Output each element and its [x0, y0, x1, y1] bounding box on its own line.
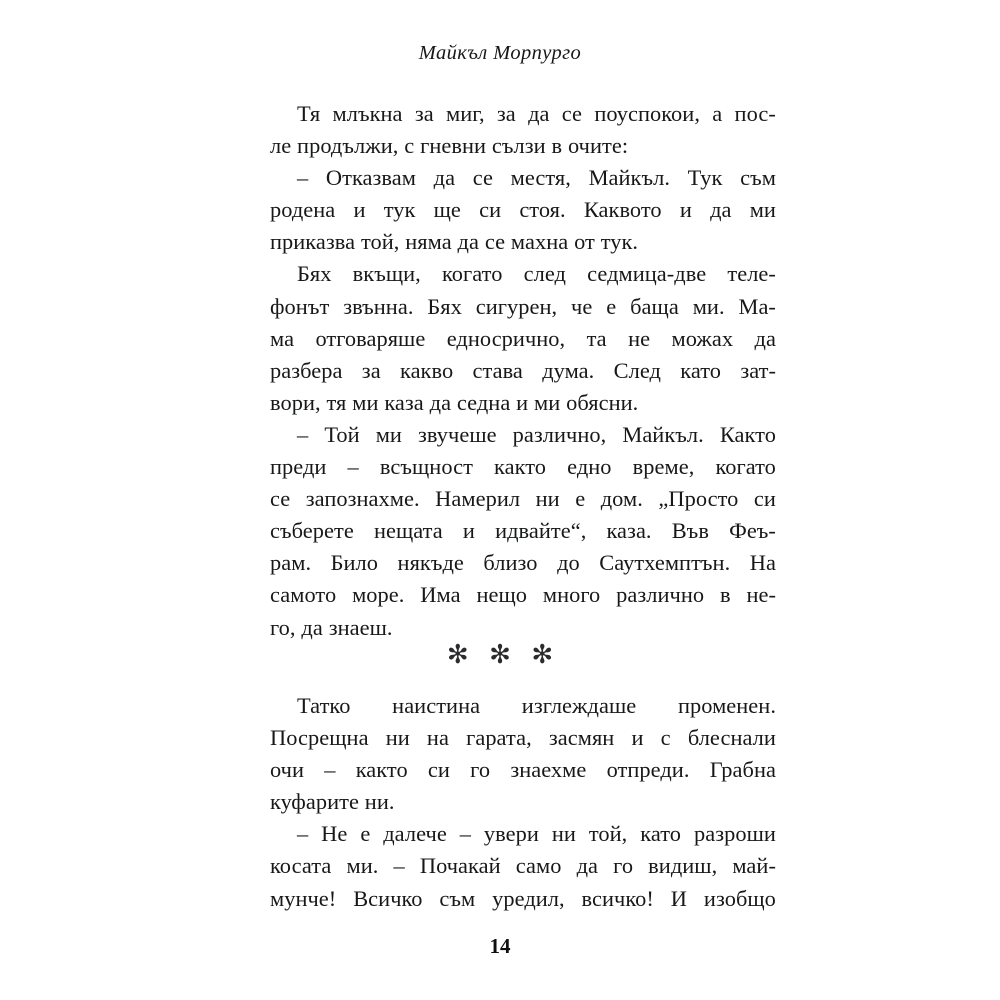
word: едно	[567, 454, 612, 480]
word: се	[472, 165, 493, 191]
word: и	[679, 197, 692, 223]
word: очи	[270, 757, 305, 783]
word: разроши	[693, 821, 776, 847]
word: фонът	[270, 293, 330, 319]
word: Ма-	[738, 293, 776, 319]
text-line	[270, 690, 776, 722]
word: и	[631, 725, 644, 751]
word: „Просто	[658, 486, 739, 512]
text-line	[270, 451, 776, 483]
word: ще	[433, 197, 461, 223]
word: Във	[671, 518, 709, 544]
word: баща	[630, 293, 679, 319]
word: родена	[270, 197, 336, 223]
word: когато	[715, 454, 776, 480]
word: –	[297, 165, 309, 191]
word: самото	[270, 582, 337, 608]
word: Каквото	[583, 197, 662, 223]
word: едносрично,	[446, 325, 566, 351]
word: поуспокои,	[594, 101, 700, 126]
word: е	[360, 821, 371, 847]
word: в	[719, 582, 731, 608]
text-line: приказва той, няма да се махна от тук.	[270, 229, 639, 255]
word: както	[355, 757, 408, 783]
text-line	[270, 355, 776, 387]
word: та	[586, 325, 607, 351]
text-line	[270, 754, 776, 786]
paragraph	[270, 258, 776, 418]
word: Отказвам	[325, 165, 416, 191]
word: ни	[385, 725, 410, 751]
word: да	[433, 165, 456, 191]
text-line	[270, 98, 776, 130]
word: косата	[270, 853, 332, 879]
scene-break-asterisks: ✻ ✻ ✻	[446, 640, 561, 669]
word: Феъ-	[729, 518, 776, 544]
word: След	[613, 357, 661, 383]
word: разбера	[270, 357, 343, 383]
word: а	[712, 101, 723, 126]
word: млъкна	[332, 101, 403, 126]
page-number: 14	[489, 934, 511, 958]
word: звънна.	[343, 293, 414, 319]
word: Било	[330, 550, 379, 576]
word: да	[754, 325, 776, 351]
text-line	[270, 194, 776, 226]
word: за	[496, 101, 516, 126]
paragraph	[270, 162, 776, 258]
word: На	[749, 550, 776, 576]
word: като	[680, 357, 722, 383]
word: променен.	[677, 693, 776, 718]
word: пос-	[734, 101, 776, 126]
word: за	[414, 101, 434, 126]
word: всичко!	[581, 885, 654, 911]
word: отпреди.	[606, 757, 690, 783]
word: някъде	[397, 550, 464, 576]
word: дума.	[542, 357, 595, 383]
word: ми.	[692, 293, 725, 319]
word: изглеждаше	[521, 693, 637, 718]
word: седмица-две	[587, 261, 707, 287]
word: е	[575, 486, 586, 512]
word: ми	[375, 421, 402, 447]
word: става	[472, 357, 523, 383]
word: стоя.	[519, 197, 566, 223]
word: различно	[616, 582, 705, 608]
text-line	[270, 579, 776, 611]
word: наистина	[392, 693, 481, 718]
word: го	[470, 757, 491, 783]
word: знаехме	[510, 757, 587, 783]
word: ма	[270, 325, 295, 351]
word: различно,	[512, 421, 607, 447]
word: звучеше	[418, 421, 497, 447]
text-line	[270, 258, 776, 290]
word: се	[270, 486, 291, 512]
word: Тя	[297, 101, 321, 126]
text-line	[270, 883, 776, 915]
word: с	[660, 725, 671, 751]
word: зат-	[740, 357, 776, 383]
word: се	[561, 101, 583, 126]
word: блеснали	[687, 725, 776, 751]
word: запознахме.	[305, 486, 420, 512]
word: идвайте“,	[495, 518, 587, 544]
text-line	[270, 818, 776, 850]
word: ни	[551, 821, 576, 847]
word: Майкъл.	[622, 421, 704, 447]
text-line	[270, 162, 776, 194]
text-line	[270, 515, 776, 547]
word: само	[515, 853, 562, 879]
word: време,	[632, 454, 695, 480]
word: Намерил	[435, 486, 521, 512]
word: май-	[732, 853, 776, 879]
word: Саутхемптън.	[599, 550, 731, 576]
word: си	[427, 757, 450, 783]
word: както	[494, 454, 547, 480]
body-text-block-lower	[270, 690, 776, 915]
word: е	[606, 293, 617, 319]
word: море.	[352, 582, 405, 608]
word: далече	[383, 821, 447, 847]
paragraph	[270, 690, 776, 818]
word: Бях	[427, 293, 462, 319]
word: Майкъл.	[588, 165, 670, 191]
word: Не	[321, 821, 348, 847]
word: си	[479, 197, 502, 223]
word: Всичко	[353, 885, 423, 911]
text-line	[270, 323, 776, 355]
word: на	[426, 725, 449, 751]
word: за	[361, 357, 381, 383]
word: –	[324, 757, 336, 783]
text-line: куфарите ни.	[270, 789, 395, 815]
text-line	[270, 291, 776, 323]
word: до	[557, 550, 580, 576]
paragraph	[270, 818, 776, 914]
word: преди	[270, 454, 327, 480]
text-line	[270, 419, 776, 451]
word: можах	[671, 325, 734, 351]
word: че	[571, 293, 593, 319]
word: –	[459, 821, 471, 847]
text-line: вори, тя ми каза да седна и ми обясни.	[270, 389, 639, 415]
word: си	[753, 486, 776, 512]
word: мунче!	[270, 885, 337, 911]
word: изобщо	[703, 885, 776, 911]
word: ми.	[346, 853, 379, 879]
word: засмян	[548, 725, 615, 751]
word: Почакай	[419, 853, 501, 879]
word: рам.	[270, 550, 312, 576]
word: да	[528, 101, 550, 126]
word: да	[576, 853, 599, 879]
word: Грабна	[709, 757, 776, 783]
word: той,	[588, 821, 628, 847]
word: нещо	[476, 582, 527, 608]
word: какво	[399, 357, 454, 383]
word: след	[523, 261, 566, 287]
word: и	[353, 197, 366, 223]
word: го	[613, 853, 634, 879]
word: много	[542, 582, 601, 608]
word: –	[347, 454, 359, 480]
text-line	[270, 850, 776, 882]
body-text-block-upper	[270, 98, 776, 644]
paragraph	[270, 98, 776, 162]
text-line	[270, 547, 776, 579]
word: не	[628, 325, 651, 351]
text-line: ле продължи, с гневни сълзи в очите:	[270, 133, 629, 159]
word: дом.	[600, 486, 643, 512]
word: И	[670, 885, 688, 911]
word: сигурен,	[475, 293, 558, 319]
word: теле-	[727, 261, 776, 287]
word: –	[393, 853, 405, 879]
word: всъщност	[379, 454, 473, 480]
word: уредил,	[492, 885, 565, 911]
word: близо	[483, 550, 538, 576]
word: гарата,	[466, 725, 532, 751]
word: съм	[740, 165, 776, 191]
word: Има	[420, 582, 461, 608]
word: като	[640, 821, 682, 847]
text-line	[270, 722, 776, 754]
text-line: го, да знаеш.	[270, 614, 393, 640]
word: нещата	[373, 518, 443, 544]
word: Той	[324, 421, 360, 447]
word: увери	[483, 821, 539, 847]
word: Както	[719, 421, 776, 447]
word: Тук	[687, 165, 723, 191]
word: ни	[535, 486, 560, 512]
word: съберете	[270, 518, 354, 544]
word: и	[462, 518, 475, 544]
word: да	[710, 197, 732, 223]
word: вкъщи,	[352, 261, 421, 287]
word: каза.	[606, 518, 652, 544]
word: Посрещна	[270, 725, 369, 751]
word: отговаряше	[315, 325, 426, 351]
word: –	[297, 421, 309, 447]
text-line	[270, 483, 776, 515]
word: ми	[749, 197, 776, 223]
running-head-author: Майкъл Морпурго	[418, 42, 582, 64]
paragraph	[270, 419, 776, 644]
word: Татко	[297, 693, 351, 718]
word: съм	[439, 885, 476, 911]
word: –	[297, 821, 309, 847]
word: не-	[746, 582, 776, 608]
word: тук	[383, 197, 416, 223]
word: местя,	[510, 165, 571, 191]
word: Бях	[297, 261, 332, 287]
word: когато	[441, 261, 503, 287]
word: видиш,	[648, 853, 718, 879]
word: миг,	[446, 101, 485, 126]
